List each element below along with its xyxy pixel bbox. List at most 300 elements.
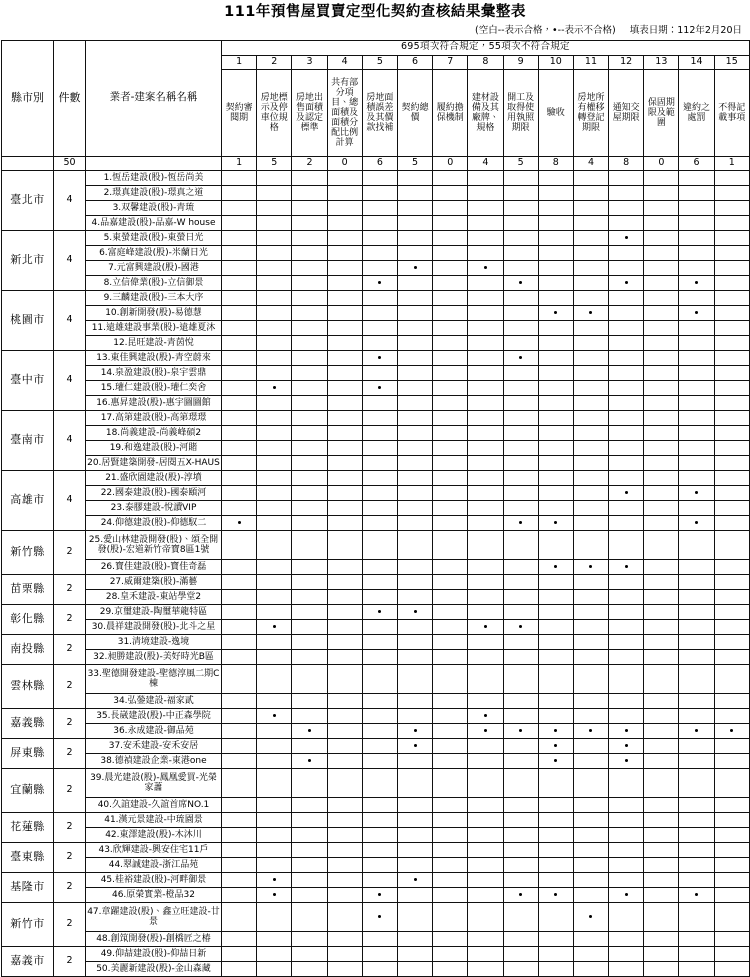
compliance-cell	[609, 649, 644, 664]
compliance-cell	[644, 425, 679, 440]
compliance-cell	[679, 455, 714, 470]
compliance-cell	[573, 170, 608, 185]
compliance-cell	[644, 946, 679, 961]
compliance-cell	[503, 768, 538, 797]
compliance-cell	[433, 350, 468, 365]
compliance-cell	[468, 245, 503, 260]
compliance-cell	[292, 515, 327, 530]
table-row	[2, 589, 750, 604]
item-label-10: 驗收	[538, 69, 573, 156]
compliance-cell	[468, 410, 503, 425]
noncompliance-mark-cell	[679, 515, 714, 530]
compliance-cell	[468, 365, 503, 380]
item-number-6: 6	[397, 55, 432, 69]
compliance-cell	[327, 470, 362, 485]
compliance-cell	[538, 931, 573, 946]
compliance-cell	[679, 857, 714, 872]
project-name-cell: 17.高第建設(股)-高第璟璟	[86, 410, 222, 425]
compliance-cell	[222, 440, 257, 455]
compliance-cell	[433, 275, 468, 290]
compliance-cell	[468, 664, 503, 693]
compliance-cell	[257, 827, 292, 842]
compliance-cell	[362, 260, 397, 275]
compliance-cell	[573, 530, 608, 559]
compliance-cell	[397, 961, 432, 976]
county-count-cell: 2	[54, 842, 86, 872]
compliance-cell	[679, 649, 714, 664]
compliance-cell	[327, 664, 362, 693]
compliance-cell	[468, 797, 503, 812]
noncompliance-dot-icon	[414, 878, 417, 881]
project-name-cell: 14.泉盈建設(股)-泉宇雲鼎	[86, 365, 222, 380]
item-label-12: 通知交屋期限	[609, 69, 644, 156]
compliance-cell	[397, 320, 432, 335]
county-count-cell: 2	[54, 664, 86, 708]
compliance-cell	[679, 530, 714, 559]
compliance-cell	[222, 902, 257, 931]
compliance-cell	[538, 245, 573, 260]
compliance-cell	[362, 485, 397, 500]
compliance-cell	[538, 425, 573, 440]
compliance-cell	[257, 185, 292, 200]
table-row	[2, 380, 750, 395]
compliance-cell	[679, 693, 714, 708]
noncompliance-dot-icon	[414, 610, 417, 613]
compliance-cell	[503, 708, 538, 723]
noncompliance-mark-cell	[679, 723, 714, 738]
project-name-cell: 9.三麟建設(股)-三本大序	[86, 290, 222, 305]
compliance-cell	[503, 857, 538, 872]
table-row	[2, 260, 750, 275]
compliance-cell	[222, 380, 257, 395]
compliance-cell	[433, 604, 468, 619]
compliance-cell	[468, 946, 503, 961]
noncompliance-mark-cell	[292, 723, 327, 738]
compliance-cell	[538, 380, 573, 395]
project-name-cell: 26.寶佳建設(股)-寶佳奇磊	[86, 559, 222, 574]
compliance-cell	[644, 410, 679, 425]
compliance-cell	[573, 842, 608, 857]
compliance-cell	[292, 902, 327, 931]
noncompliance-mark-cell	[538, 753, 573, 768]
compliance-cell	[609, 305, 644, 320]
county-cell: 高雄市	[2, 470, 54, 530]
noncompliance-dot-icon	[695, 311, 698, 314]
noncompliance-dot-icon	[414, 266, 417, 269]
noncompliance-mark-cell	[538, 723, 573, 738]
item-label-11: 房地所有權移轉登記期限	[573, 69, 608, 156]
compliance-cell	[433, 872, 468, 887]
compliance-cell	[714, 693, 749, 708]
compliance-cell	[644, 215, 679, 230]
compliance-cell	[679, 768, 714, 797]
compliance-cell	[257, 738, 292, 753]
compliance-cell	[468, 380, 503, 395]
compliance-cell	[714, 902, 749, 931]
compliance-cell	[609, 842, 644, 857]
compliance-cell	[503, 797, 538, 812]
compliance-cell	[362, 215, 397, 230]
compliance-cell	[327, 245, 362, 260]
county-count-cell: 2	[54, 812, 86, 842]
table-row	[2, 305, 750, 320]
compliance-cell	[292, 500, 327, 515]
compliance-cell	[538, 500, 573, 515]
compliance-cell	[468, 812, 503, 827]
compliance-cell	[679, 589, 714, 604]
compliance-cell	[433, 305, 468, 320]
compliance-cell	[714, 185, 749, 200]
compliance-cell	[327, 857, 362, 872]
county-cell: 嘉義市	[2, 946, 54, 976]
compliance-cell	[644, 395, 679, 410]
project-name-cell: 4.品嘉建設(股)-品嘉-W house	[86, 215, 222, 230]
compliance-cell	[292, 185, 327, 200]
compliance-cell	[679, 872, 714, 887]
compliance-cell	[538, 664, 573, 693]
project-name-cell: 11.遠雄建設事業(股)-遠雄夏沐	[86, 320, 222, 335]
county-cell: 臺北市	[2, 170, 54, 230]
compliance-cell	[257, 440, 292, 455]
noncompliance-dot-icon	[273, 625, 276, 628]
compliance-cell	[573, 320, 608, 335]
compliance-cell	[433, 290, 468, 305]
compliance-cell	[433, 335, 468, 350]
compliance-cell	[609, 410, 644, 425]
noncompliance-dot-icon	[589, 565, 592, 568]
compliance-cell	[222, 245, 257, 260]
compliance-cell	[433, 170, 468, 185]
compliance-cell	[257, 290, 292, 305]
compliance-cell	[433, 931, 468, 946]
item-number-4: 4	[327, 55, 362, 69]
compliance-cell	[679, 961, 714, 976]
compliance-cell	[292, 320, 327, 335]
noncompliance-mark-cell	[503, 515, 538, 530]
compliance-cell	[503, 365, 538, 380]
compliance-cell	[609, 574, 644, 589]
compliance-cell	[397, 753, 432, 768]
compliance-cell	[327, 425, 362, 440]
compliance-cell	[679, 827, 714, 842]
compliance-cell	[362, 200, 397, 215]
compliance-cell	[362, 530, 397, 559]
compliance-cell	[679, 260, 714, 275]
compliance-cell	[644, 649, 679, 664]
compliance-cell	[503, 470, 538, 485]
item-label-9: 開工及取得使用執照期限	[503, 69, 538, 156]
compliance-cell	[644, 515, 679, 530]
noncompliance-mark-cell	[679, 275, 714, 290]
compliance-cell	[362, 425, 397, 440]
compliance-cell	[644, 708, 679, 723]
compliance-cell	[573, 455, 608, 470]
totals-item-4: 0	[327, 156, 362, 170]
report-date: 填表日期：112年2月20日	[629, 25, 742, 37]
compliance-cell	[327, 902, 362, 931]
totals-item-3: 2	[292, 156, 327, 170]
county-cell: 臺東縣	[2, 842, 54, 872]
compliance-cell	[433, 842, 468, 857]
county-count-cell: 4	[54, 290, 86, 350]
compliance-cell	[362, 649, 397, 664]
noncompliance-mark-cell	[538, 887, 573, 902]
table-row	[2, 395, 750, 410]
compliance-cell	[679, 902, 714, 931]
compliance-cell	[503, 230, 538, 245]
compliance-cell	[362, 230, 397, 245]
county-cell: 雲林縣	[2, 664, 54, 708]
compliance-cell	[468, 827, 503, 842]
compliance-cell	[257, 812, 292, 827]
compliance-cell	[538, 485, 573, 500]
noncompliance-mark-cell	[257, 708, 292, 723]
compliance-cell	[538, 395, 573, 410]
compliance-cell	[714, 559, 749, 574]
compliance-cell	[468, 559, 503, 574]
compliance-cell	[714, 380, 749, 395]
item-label-1: 契約審閱期	[222, 69, 257, 156]
table-row	[2, 619, 750, 634]
compliance-cell	[397, 634, 432, 649]
compliance-cell	[609, 395, 644, 410]
compliance-cell	[503, 634, 538, 649]
item-label-8: 建材設備及其廠牌、規格	[468, 69, 503, 156]
compliance-cell	[292, 872, 327, 887]
county-count-cell: 2	[54, 574, 86, 604]
compliance-cell	[644, 185, 679, 200]
noncompliance-dot-icon	[730, 729, 733, 732]
noncompliance-dot-icon	[695, 729, 698, 732]
compliance-cell	[327, 440, 362, 455]
compliance-cell	[644, 260, 679, 275]
table-row	[2, 515, 750, 530]
compliance-cell	[362, 574, 397, 589]
compliance-cell	[538, 634, 573, 649]
project-name-cell: 2.璟真建設(股)-璟真之道	[86, 185, 222, 200]
compliance-cell	[573, 693, 608, 708]
compliance-cell	[292, 485, 327, 500]
compliance-cell	[433, 470, 468, 485]
noncompliance-dot-icon	[625, 744, 628, 747]
table-row	[2, 425, 750, 440]
table-row	[2, 350, 750, 365]
compliance-cell	[292, 559, 327, 574]
compliance-cell	[468, 440, 503, 455]
noncompliance-dot-icon	[519, 281, 522, 284]
compliance-cell	[573, 946, 608, 961]
compliance-cell	[573, 812, 608, 827]
table-row	[2, 455, 750, 470]
compliance-cell	[222, 649, 257, 664]
compliance-cell	[573, 961, 608, 976]
compliance-cell	[538, 200, 573, 215]
compliance-cell	[609, 470, 644, 485]
compliance-cell	[362, 872, 397, 887]
totals-item-11: 4	[573, 156, 608, 170]
noncompliance-dot-icon	[695, 281, 698, 284]
compliance-cell	[573, 395, 608, 410]
compliance-cell	[222, 395, 257, 410]
compliance-cell	[538, 872, 573, 887]
compliance-cell	[573, 410, 608, 425]
compliance-cell	[714, 827, 749, 842]
compliance-cell	[397, 902, 432, 931]
compliance-cell	[503, 245, 538, 260]
compliance-cell	[468, 768, 503, 797]
compliance-cell	[573, 619, 608, 634]
compliance-cell	[292, 530, 327, 559]
compliance-cell	[222, 931, 257, 946]
compliance-cell	[222, 455, 257, 470]
compliance-cell	[609, 961, 644, 976]
compliance-cell	[609, 708, 644, 723]
compliance-cell	[573, 634, 608, 649]
project-name-cell: 1.恆岳建設(股)-恆岳尚美	[86, 170, 222, 185]
compliance-cell	[362, 335, 397, 350]
county-cell: 新北市	[2, 230, 54, 290]
noncompliance-dot-icon	[554, 521, 557, 524]
compliance-cell	[714, 215, 749, 230]
noncompliance-dot-icon	[378, 386, 381, 389]
compliance-cell	[327, 350, 362, 365]
compliance-cell	[222, 842, 257, 857]
compliance-cell	[609, 946, 644, 961]
noncompliance-dot-icon	[308, 729, 311, 732]
compliance-cell	[222, 589, 257, 604]
compliance-cell	[257, 589, 292, 604]
compliance-cell	[714, 200, 749, 215]
compliance-cell	[538, 170, 573, 185]
compliance-cell	[397, 305, 432, 320]
compliance-cell	[397, 842, 432, 857]
table-row	[2, 530, 750, 559]
header-project-name: 業者-建案名稱名稱	[86, 40, 222, 156]
compliance-cell	[609, 365, 644, 380]
compliance-cell	[292, 961, 327, 976]
compliance-cell	[257, 425, 292, 440]
noncompliance-dot-icon	[589, 729, 592, 732]
compliance-cell	[679, 215, 714, 230]
compliance-cell	[433, 559, 468, 574]
project-name-cell: 24.仰德建設(股)-仰德馭二	[86, 515, 222, 530]
compliance-cell	[292, 230, 327, 245]
item-label-15: 不得記載事項	[714, 69, 749, 156]
totals-item-12: 8	[609, 156, 644, 170]
county-count-cell: 2	[54, 708, 86, 738]
compliance-cell	[327, 589, 362, 604]
table-row	[2, 200, 750, 215]
totals-item-5: 6	[362, 156, 397, 170]
compliance-cell	[222, 604, 257, 619]
table-row	[2, 902, 750, 931]
compliance-cell	[292, 589, 327, 604]
compliance-cell	[292, 768, 327, 797]
compliance-cell	[714, 946, 749, 961]
noncompliance-mark-cell	[468, 619, 503, 634]
compliance-cell	[362, 634, 397, 649]
compliance-cell	[503, 827, 538, 842]
compliance-cell	[397, 365, 432, 380]
compliance-cell	[468, 350, 503, 365]
noncompliance-dot-icon	[519, 625, 522, 628]
noncompliance-mark-cell	[503, 887, 538, 902]
compliance-cell	[327, 887, 362, 902]
noncompliance-mark-cell	[362, 604, 397, 619]
noncompliance-dot-icon	[625, 759, 628, 762]
compliance-cell	[257, 515, 292, 530]
compliance-cell	[222, 827, 257, 842]
compliance-cell	[433, 887, 468, 902]
compliance-cell	[257, 260, 292, 275]
compliance-cell	[327, 753, 362, 768]
compliance-cell	[222, 946, 257, 961]
project-name-cell: 42.東澤建設(股)-木沐川	[86, 827, 222, 842]
compliance-cell	[327, 485, 362, 500]
compliance-cell	[222, 664, 257, 693]
project-name-cell: 36.永成建設-御品苑	[86, 723, 222, 738]
compliance-cell	[503, 440, 538, 455]
compliance-cell	[468, 230, 503, 245]
compliance-cell	[609, 693, 644, 708]
compliance-cell	[327, 455, 362, 470]
compliance-cell	[397, 215, 432, 230]
compliance-cell	[538, 604, 573, 619]
compliance-cell	[573, 604, 608, 619]
table-row	[2, 485, 750, 500]
compliance-cell	[573, 574, 608, 589]
compliance-cell	[362, 410, 397, 425]
compliance-cell	[644, 275, 679, 290]
item-number-1: 1	[222, 55, 257, 69]
compliance-cell	[362, 395, 397, 410]
compliance-cell	[644, 455, 679, 470]
compliance-cell	[714, 425, 749, 440]
compliance-cell	[679, 290, 714, 305]
compliance-cell	[609, 857, 644, 872]
compliance-cell	[292, 693, 327, 708]
compliance-cell	[609, 664, 644, 693]
compliance-cell	[538, 215, 573, 230]
compliance-cell	[503, 902, 538, 931]
noncompliance-mark-cell	[679, 485, 714, 500]
compliance-cell	[292, 170, 327, 185]
item-label-2: 房地標示及停車位規格	[257, 69, 292, 156]
compliance-cell	[222, 887, 257, 902]
table-body	[2, 156, 750, 976]
compliance-cell	[327, 290, 362, 305]
compliance-cell	[292, 857, 327, 872]
compliance-cell	[609, 619, 644, 634]
compliance-cell	[714, 797, 749, 812]
compliance-cell	[397, 857, 432, 872]
totals-item-10: 8	[538, 156, 573, 170]
noncompliance-mark-cell	[609, 559, 644, 574]
compliance-cell	[538, 275, 573, 290]
compliance-cell	[257, 634, 292, 649]
compliance-cell	[609, 170, 644, 185]
noncompliance-dot-icon	[519, 893, 522, 896]
compliance-cell	[397, 245, 432, 260]
compliance-cell	[362, 946, 397, 961]
compliance-cell	[362, 455, 397, 470]
compliance-cell	[679, 200, 714, 215]
compliance-cell	[292, 604, 327, 619]
compliance-cell	[679, 604, 714, 619]
compliance-cell	[468, 455, 503, 470]
noncompliance-dot-icon	[589, 311, 592, 314]
compliance-cell	[222, 320, 257, 335]
